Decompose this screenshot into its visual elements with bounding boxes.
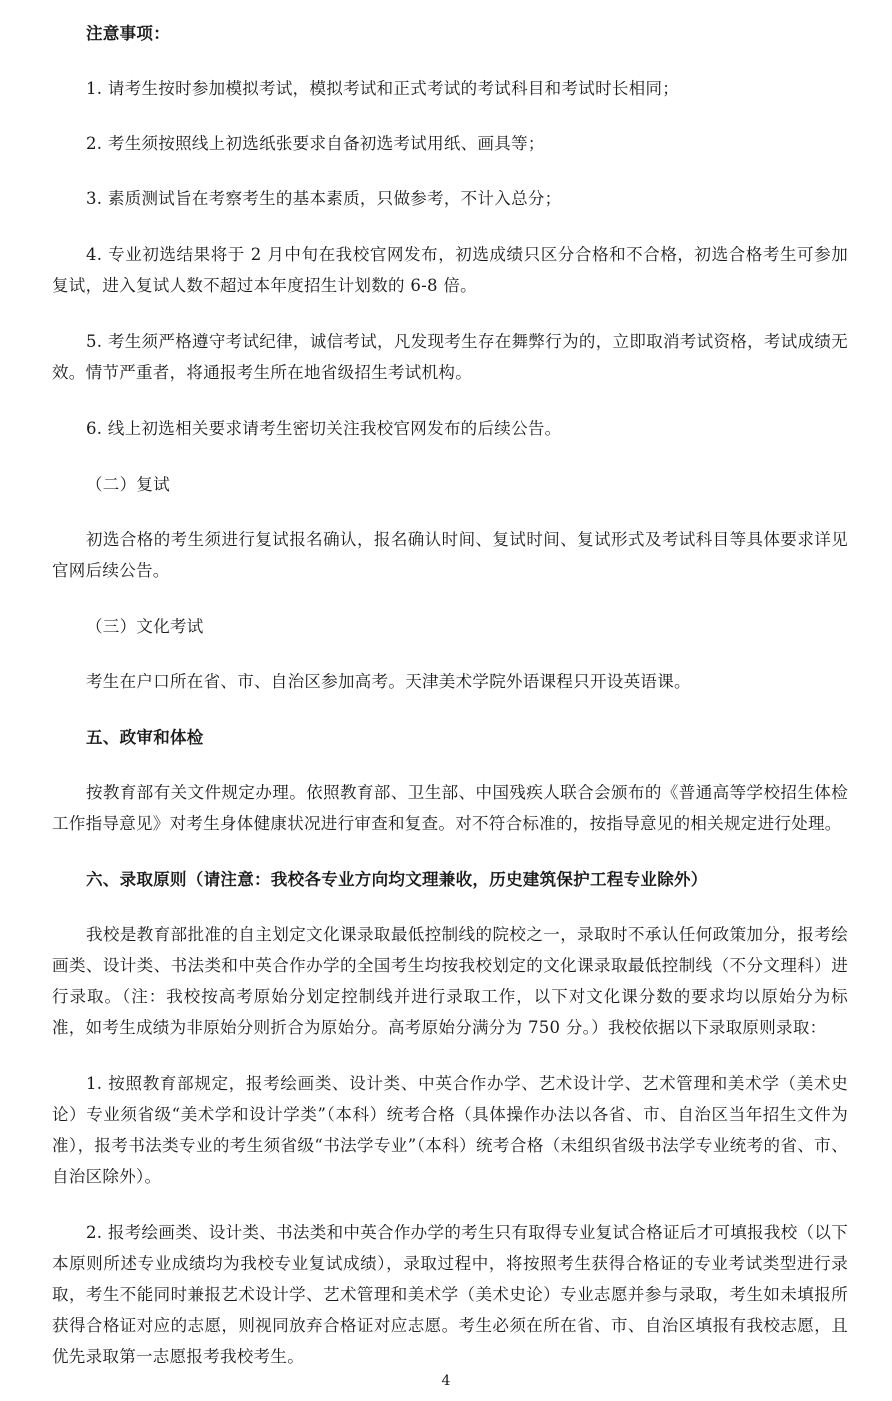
section6-item-2: 2. 报考绘画类、设计类、书法类和中英合作办学的考生只有取得专业复试合格证后才可填报我校（以下本原则所述专业成绩均为我校专业复试成绩），录取过程中，将按照考生获得合格证的专业考试类型进行录取，考生不能同时兼报艺术设计学、艺术管理和美术学（美术史论）专业志愿并参与录取，考生如未填报所获得合格证对应的志愿，则视同放弃合格证对应志愿。考生必须在所在省、市、自治区填报有我校志愿，且优先录取第一志愿报考我校考生。: [52, 1223, 848, 1366]
culture-exam-heading: （三）文化考试: [86, 617, 204, 636]
page-number: 4: [441, 1373, 451, 1389]
notes-item-2: 2. 考生须按照线上初选纸张要求自备初选考试用纸、画具等；: [86, 134, 545, 153]
notes-item-5: 5. 考生须严格遵守考试纪律，诚信考试，凡发现考生存在舞弊行为的，立即取消考试资格，考试成绩无效。情节严重者，将通报考生所在地省级招生考试机构。: [52, 332, 848, 382]
retest-heading: （二）复试: [86, 475, 170, 494]
document-body: [52, 18, 848, 1372]
notes-heading: 注意事项：: [86, 24, 170, 43]
notes-item-4: 4. 专业初选结果将于 2 月中旬在我校官网发布，初选成绩只区分合格和不合格，初选合格考生可参加复试，进入复试人数不超过本年度招生计划数的 6-8 倍。: [52, 245, 848, 295]
section6-item-1: 1. 按照教育部规定，报考绘画类、设计类、中英合作办学、艺术设计学、艺术管理和美术学（美术史论）专业须省级“美术学和设计学类”（本科）统考合格（具体操作办法以各省、市、自治区当年招生文件为准），报考书法类专业的考生须省级“书法学专业”（本科）统考合格（未组织省级书法学专业统考的省、市、自治区除外）。: [52, 1074, 848, 1186]
section6-intro: 我校是教育部批准的自主划定文化课录取最低控制线的院校之一，录取时不承认任何政策加分，报考绘画类、设计类、书法类和中英合作办学的全国考生均按我校划定的文化课录取最低控制线（不分文理科）进行录取。（注：我校按高考原始分划定控制线并进行录取工作，以下对文化课分数的要求均以原始分为标准，如考生成绩为非原始分则折合为原始分。高考原始分满分为 750 分。）我校依据以下录取原则录取：: [52, 925, 848, 1037]
section5-heading: 五、政审和体检: [86, 728, 204, 747]
section5-body: 按教育部有关文件规定办理。依照教育部、卫生部、中国残疾人联合会颁布的《普通高等学校招生体检工作指导意见》对考生身体健康状况进行审查和复查。对不符合标准的，按指导意见的相关规定进行处理。: [52, 783, 848, 833]
retest-body: 初选合格的考生须进行复试报名确认，报名确认时间、复试时间、复试形式及考试科目等具体要求详见官网后续公告。: [52, 530, 848, 580]
section6-heading: 六、录取原则（请注意：我校各专业方向均文理兼收，历史建筑保护工程专业除外）: [86, 870, 708, 889]
notes-item-1: 1. 请考生按时参加模拟考试，模拟考试和正式考试的考试科目和考试时长相同；: [86, 79, 680, 98]
notes-item-3: 3. 素质测试旨在考察考生的基本素质，只做参考，不计入总分；: [86, 189, 562, 208]
notes-item-6: 6. 线上初选相关要求请考生密切关注我校官网发布的后续公告。: [86, 419, 562, 438]
culture-exam-body: 考生在户口所在省、市、自治区参加高考。天津美术学院外语课程只开设英语课。: [86, 672, 691, 691]
